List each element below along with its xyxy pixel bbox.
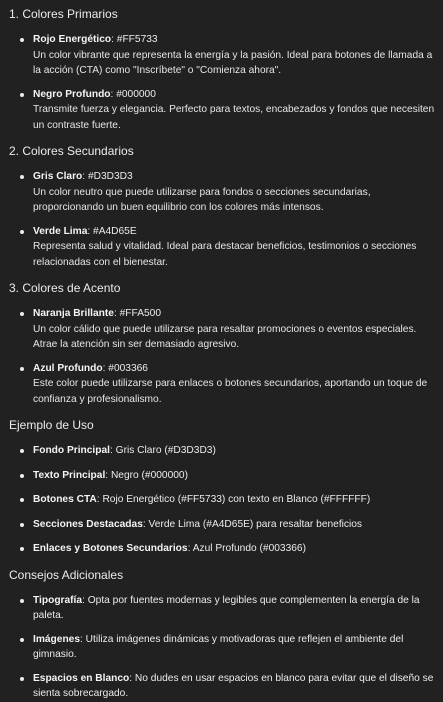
color-list xyxy=(9,32,435,133)
tips-list xyxy=(9,593,435,702)
list-item xyxy=(33,541,435,557)
item-name: Enlaces y Botones Secundarios xyxy=(33,543,188,554)
item-sep: : xyxy=(111,34,117,45)
list-item xyxy=(33,87,435,134)
list-item xyxy=(33,443,435,459)
list-item xyxy=(33,361,435,408)
item-name: Tipografía xyxy=(33,594,83,606)
item-sep: : xyxy=(96,494,103,505)
item-name: Gris Claro xyxy=(33,171,83,182)
section-heading: 1. Colores Primarios xyxy=(9,7,118,21)
item-description: Este color puede utilizarse para enlaces o botones secundarios, aportando un toque de confianza y profesionalismo. xyxy=(33,378,428,405)
item-sep: : xyxy=(82,171,88,182)
section-consejos-adicionales xyxy=(9,567,435,702)
section-ejemplo-uso xyxy=(9,417,435,557)
item-name: Naranja Brillante xyxy=(33,308,114,319)
list-item xyxy=(33,492,435,508)
item-name: Espacios en Blanco xyxy=(33,672,130,684)
section-heading: Consejos Adicionales xyxy=(9,567,124,582)
item-sep: : xyxy=(187,543,193,554)
section-heading: Ejemplo de Uso xyxy=(9,418,94,432)
item-sep: : xyxy=(109,445,116,456)
section-heading: 3. Colores de Acento xyxy=(9,281,121,295)
item-value: Verde Lima (#A4D65E) para resaltar beneficios xyxy=(148,518,363,530)
item-name: Verde Lima xyxy=(33,225,88,237)
item-value: Rojo Energético (#FF5733) con texto en Blanco (#FFFFFF) xyxy=(102,494,371,505)
color-list xyxy=(9,306,435,407)
item-description: Un color cálido que puede utilizarse para resaltar promociones o eventos especiales. Atrae la atención sin ser demasiado agresivo. xyxy=(33,323,417,350)
list-item xyxy=(33,593,435,624)
section-heading: 2. Colores Secundarios xyxy=(9,144,134,158)
section-colores-secundarios xyxy=(9,143,435,270)
item-value: Azul Profundo (#003366) xyxy=(192,543,306,554)
list-item xyxy=(33,632,435,663)
item-name: Texto Principal xyxy=(33,469,106,481)
item-value: No dudes en usar espacios en blanco para evitar que el diseño se sienta sobrecargado. xyxy=(33,672,434,699)
item-sep: : xyxy=(82,594,88,606)
item-sep: : xyxy=(129,672,135,684)
section-colores-primarios xyxy=(9,6,435,133)
item-description: Un color vibrante que representa la energía y la pasión. Ideal para botones de llamada a la acción (CTA) como "Inscríbete" o "Comienza ahora". xyxy=(33,49,433,76)
item-sep: : xyxy=(113,308,120,319)
item-name: Secciones Destacadas xyxy=(33,518,143,530)
list-item xyxy=(33,517,435,533)
item-sep: : xyxy=(80,633,86,645)
item-value: Negro (#000000) xyxy=(110,469,188,481)
item-name: Negro Profundo xyxy=(33,88,111,100)
item-description: Un color neutro que puede utilizarse para fondos o secciones secundarias, proporcionando un buen equilibrio con los colores más intensos. xyxy=(33,186,371,213)
item-value: Opta por fuentes modernas y legibles que complementen la energía de la paleta. xyxy=(33,594,420,621)
item-name: Azul Profundo xyxy=(33,362,103,374)
item-name: Botones CTA xyxy=(33,494,97,505)
item-value: Gris Claro (#D3D3D3) xyxy=(115,445,216,456)
list-item xyxy=(33,169,435,216)
color-list xyxy=(9,169,435,270)
list-item xyxy=(33,468,435,484)
list-item xyxy=(33,306,435,353)
item-value: #D3D3D3 xyxy=(87,171,133,182)
item-sep: : xyxy=(102,362,109,374)
item-sep: : xyxy=(142,518,149,530)
item-sep: : xyxy=(105,469,111,481)
item-sep: : xyxy=(87,225,94,237)
list-item xyxy=(33,671,435,702)
item-description: Transmite fuerza y elegancia. Perfecto para textos, encabezados y fondos que necesiten un contraste fuerte. xyxy=(33,104,435,131)
item-value: #A4D65E xyxy=(93,225,137,237)
section-colores-acento xyxy=(9,280,435,407)
list-item xyxy=(33,224,435,271)
item-name: Rojo Energético xyxy=(33,34,112,45)
item-value: #FFA500 xyxy=(119,308,161,319)
item-name: Fondo Principal xyxy=(33,445,110,456)
list-item xyxy=(33,32,435,79)
item-sep: : xyxy=(110,88,117,100)
item-name: Imágenes xyxy=(33,633,80,645)
item-description: Representa salud y vitalidad. Ideal para destacar beneficios, testimonios o secciones relacionadas con el bienestar. xyxy=(33,241,417,268)
item-value: #FF5733 xyxy=(116,34,158,45)
item-value: #003366 xyxy=(108,362,148,374)
item-value: Utiliza imágenes dinámicas y motivadoras que reflejen el ambiente del gimnasio. xyxy=(33,633,404,660)
usage-list xyxy=(9,443,435,557)
item-value: #000000 xyxy=(116,88,156,100)
